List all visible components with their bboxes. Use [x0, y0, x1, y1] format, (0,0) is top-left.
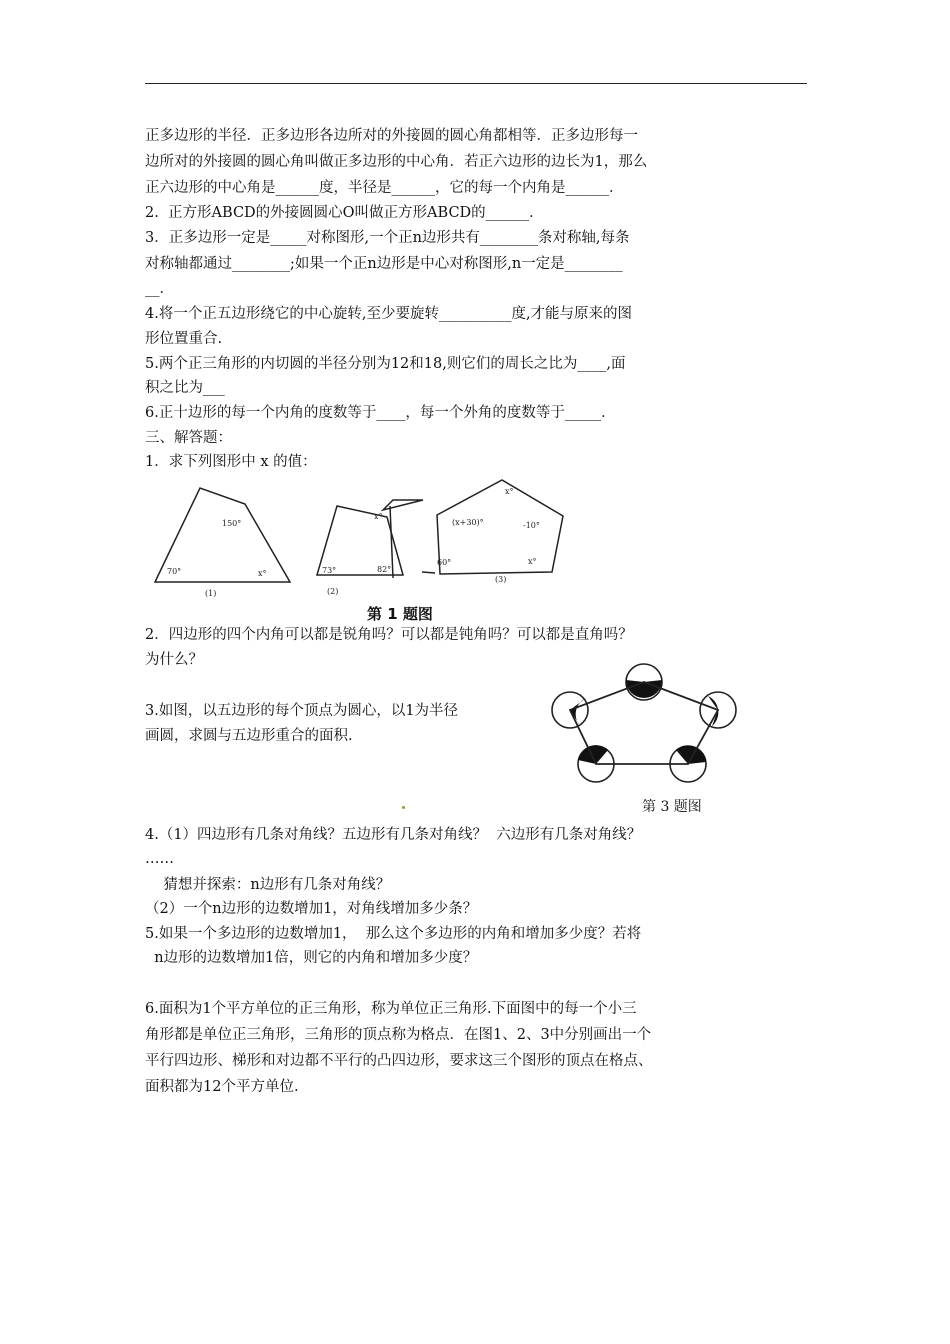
text-line: 形位置重合.: [145, 331, 223, 347]
figure-1-pentagon: [420, 470, 570, 605]
text-line: 5.两个正三角形的内切圆的半径分别为12和18,则它们的周长之比为____,面: [145, 356, 626, 372]
text-line: 猜想并探索：n边形有几条对角线？: [145, 877, 391, 893]
angle-label: 150°: [222, 519, 242, 528]
angle-label: (x+30)°: [452, 518, 484, 527]
text-line: （2）一个n边形的边数增加1，对角线增加多少条？: [145, 901, 478, 917]
section-heading: 三、解答题：: [145, 430, 232, 446]
text-line: 3．正多边形一定是_____对称图形,一个正n边形共有________条对称轴,每条: [145, 230, 630, 246]
question-2: 2．四边形的四个内角可以都是锐角吗？可以都是钝角吗？可以都是直角吗？: [145, 627, 633, 643]
stray-dot: [402, 806, 405, 809]
shape-label: (1): [205, 589, 217, 598]
angle-label: 73°: [322, 566, 337, 575]
angle-label: 60°: [437, 558, 452, 567]
figure-1-caption: 第 1 题图: [367, 605, 433, 623]
figure-3-caption: 第 3 题图: [642, 799, 702, 815]
angle-label: -10°: [523, 521, 540, 530]
shape-label: (3): [495, 575, 507, 584]
figure-3-pentagon-circles: [548, 660, 743, 790]
question-3: 3.如图，以五边形的每个顶点为圆心，以1为半径: [145, 703, 459, 719]
text-line: __．: [145, 281, 174, 297]
text-line: 边所对的外接圆的圆心角叫做正多边形的中心角．若正六边形的边长为1，那么: [145, 154, 648, 170]
text-line: 对称轴都通过________;如果一个正n边形是中心对称图形,n一定是________: [145, 256, 623, 272]
text-line: 画圆，求圆与五边形重合的面积.: [145, 728, 353, 744]
text-line: 正六边形的中心角是______度，半径是______，它的每一个内角是______．: [145, 180, 624, 196]
angle-label: x°: [505, 487, 514, 496]
angle-label: 70°: [167, 567, 182, 576]
question-6: 6.面积为1个平方单位的正三角形，称为单位正三角形.下面图中的每一个小三: [145, 1001, 637, 1017]
header-rule: [145, 83, 807, 84]
figure-1-polygons: [145, 470, 435, 605]
text-line: 6.正十边形的每一个内角的度数等于____，每一个外角的度数等于_____．: [145, 405, 616, 421]
angle-label: x°: [258, 569, 267, 578]
angle-label: 82°: [377, 565, 392, 574]
text-line: 为什么？: [145, 652, 203, 668]
text-line: 积之比为___: [145, 380, 225, 396]
angle-label: x°: [374, 512, 383, 521]
text-line: 正多边形的半径．正多边形各边所对的外接圆的圆心角都相等．正多边形每一: [145, 128, 638, 144]
text-line: 平行四边形、梯形和对边都不平行的凸四边形，要求这三个图形的顶点在格点、: [145, 1053, 653, 1069]
text-line: n边形的边数增加1倍，则它的内角和增加多少度？: [145, 950, 478, 966]
text-line: ……: [145, 851, 174, 867]
question-5: 5.如果一个多边形的边数增加1， 那么这个多边形的内角和增加多少度？若将: [145, 926, 642, 942]
question-1: 1．求下列图形中 x 的值：: [145, 454, 317, 470]
angle-label: x°: [528, 557, 537, 566]
question-4: 4.（1）四边形有几条对角线？五边形有几条对角线？ 六边形有几条对角线？: [145, 827, 642, 843]
shape-label: (2): [327, 587, 339, 596]
text-line: 4.将一个正五边形绕它的中心旋转,至少要旋转__________度,才能与原来的图: [145, 306, 633, 322]
text-line: 2. 正方形ABCD的外接圆圆心O叫做正方形ABCD的______．: [145, 205, 544, 221]
text-line: 面积都为12个平方单位.: [145, 1079, 299, 1095]
text-line: 角形都是单位正三角形，三角形的顶点称为格点．在图1、2、3中分别画出一个: [145, 1027, 652, 1043]
